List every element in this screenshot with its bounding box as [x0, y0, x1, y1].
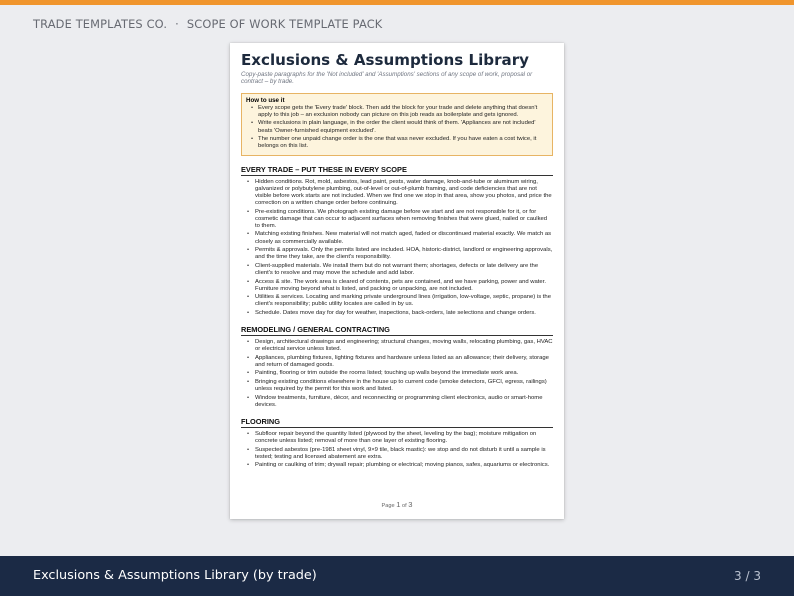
list-item [245, 209, 553, 230]
bullet-icon: • [247, 462, 250, 469]
footer-title: Exclusions & Assumptions Library (by trade) [33, 568, 317, 583]
list-item [245, 179, 553, 207]
slide-counter: 3 / 3 [734, 569, 761, 583]
bullet-icon: • [247, 247, 250, 254]
bullet-icon: • [251, 135, 254, 142]
document-page[interactable] [230, 43, 564, 519]
bullet-icon: • [247, 338, 250, 345]
bullet-icon: • [247, 309, 250, 316]
how-to-item-text: Write exclusions in plain language, in the order the client would think of them. 'Appliances are not included' beats 'Owner-furnished equipment excluded'. [258, 120, 536, 134]
page-label: Page [381, 503, 395, 509]
list-item [245, 447, 553, 461]
list-item [245, 355, 553, 369]
how-to-item-text: The number one unpaid change order is the one that was never excluded. If you have eaten a cost twice, it belongs on this list. [258, 135, 537, 149]
list-item-text: Schedule. Dates move day for day for weather, inspections, back-orders, late selections and change orders. [255, 309, 536, 316]
pack-name: SCOPE OF WORK TEMPLATE PACK [186, 16, 383, 31]
page-total: 3 [408, 500, 413, 509]
section-list-every-trade [245, 179, 553, 317]
bullet-icon: • [247, 378, 250, 385]
brand-name: TRADE TEMPLATES CO. [33, 16, 168, 31]
document-subtitle: Copy-paste paragraphs for the 'Not included' and 'Assumptions' sections of any scope of work, proposal or contract – by trade. [241, 71, 533, 86]
how-to-box [241, 93, 553, 156]
list-item [245, 294, 553, 308]
section-list-remodeling [245, 339, 553, 409]
list-item-text: Hidden conditions. Rot, mold, asbestos, lead paint, pests, water damage, knob-and-tube or aluminum wiring, galvanized or polybutylene plumbing, out-of-level or out-of-plumb framing, and code deficiencies that are not visible before work starts are not included. When we find one we stop in that area, show you photos, and price the correction on a written change order before continuing. [255, 178, 552, 207]
list-item [245, 263, 553, 277]
list-item-text: Suspected asbestos (pre-1981 sheet vinyl, 9×9 tile, black mastic): we stop and do not disturb it until a sample is tested; testing and licensed abatement are extra. [255, 446, 546, 460]
page-current: 1 [396, 500, 401, 509]
how-to-item [251, 136, 548, 150]
list-item-text: Matching existing finishes. New material will not match aged, faded or discontinued material exactly. We match as closely as commercially available. [255, 231, 552, 245]
header-separator: · [175, 16, 179, 31]
section-heading-every-trade: EVERY TRADE – PUT THESE IN EVERY SCOPE [241, 165, 553, 176]
list-item [245, 247, 553, 261]
list-item [245, 279, 553, 293]
bullet-icon: • [247, 430, 250, 437]
section-list-flooring [245, 431, 553, 469]
how-to-list [251, 105, 548, 150]
bullet-icon: • [247, 178, 250, 185]
list-item-text: Window treatments, furniture, décor, and reconnecting or programming client electronics, audio or smart-home devices. [255, 394, 543, 408]
bullet-icon: • [247, 370, 250, 377]
bullet-icon: • [247, 394, 250, 401]
bullet-icon: • [247, 208, 250, 215]
bullet-icon: • [251, 105, 254, 112]
top-bar [0, 5, 794, 42]
bullet-icon: • [247, 354, 250, 361]
list-item-text: Painting, flooring or trim outside the rooms listed; touching up walls beyond the immediate work area. [255, 370, 519, 377]
page-of: of [401, 503, 407, 509]
document-title: Exclusions & Assumptions Library [241, 51, 530, 69]
how-to-item-text: Every scope gets the 'Every trade' block. Then add the block for your trade and delete anything that doesn't apply to this job – an exclusion nobody can picture on this job reads as boilerplate and gets ignored. [258, 105, 538, 119]
section-heading-remodeling: REMODELING / GENERAL CONTRACTING [241, 325, 553, 336]
page-number [230, 501, 564, 510]
list-item [245, 370, 553, 377]
list-item-text: Subfloor repair beyond the quantity listed (plywood by the sheet, leveling by the bag); moisture mitigation on concrete unless listed; removal of more than one layer of existing flooring. [255, 430, 537, 444]
list-item [245, 339, 553, 353]
footer-bar [0, 556, 794, 596]
how-to-title: How to use it [246, 96, 285, 104]
list-item-text: Appliances, plumbing fixtures, lighting fixtures and hardware unless listed as an allowance; their delivery, storage and return of damaged goods. [255, 354, 549, 368]
list-item [245, 231, 553, 245]
bullet-icon: • [247, 446, 250, 453]
list-item-text: Pre-existing conditions. We photograph existing damage before we start and are not responsible for it, or for cosmetic damage that can occur to adjacent surfaces when removing finishes that were glued, nailed or caulked to them. [255, 208, 548, 229]
list-item-text: Bringing existing conditions elsewhere in the house up to current code (smoke detectors, GFCI, egress, railings) unless required by the permit for this work and listed. [255, 378, 547, 393]
list-item-text: Utilities & services. Locating and marking private underground lines (irrigation, low-voltage, septic, propane) is the client's responsibility; public utility locates are called in by us. [255, 294, 551, 308]
section-heading-flooring: FLOORING [241, 417, 553, 428]
list-item [245, 431, 553, 445]
how-to-item [251, 120, 548, 134]
bullet-icon: • [247, 262, 250, 269]
list-item-text: Client-supplied materials. We install them but do not warrant them; shortages, defects or late delivery are the client's to resolve and may move the schedule and add labor. [255, 262, 539, 276]
list-item-text: Access & site. The work area is cleared of contents, pets are contained, and we have parking, power and water. Furniture moving beyond what is listed, and packing or unpacking, are not included. [255, 278, 546, 292]
page-content [241, 51, 553, 471]
list-item [245, 462, 553, 469]
how-to-item [251, 105, 548, 119]
bullet-icon: • [251, 120, 254, 127]
list-item-text: Painting or caulking of trim; drywall repair; plumbing or electrical; moving pianos, safes, aquariums or electronics. [255, 462, 550, 469]
list-item [245, 379, 553, 393]
list-item [245, 310, 553, 317]
bullet-icon: • [247, 231, 250, 238]
bullet-icon: • [247, 294, 250, 301]
list-item-text: Permits & approvals. Only the permits listed are included. HOA, historic-district, landlord or engineering approvals, and the time they take, are the client's responsibility. [255, 247, 553, 261]
bullet-icon: • [247, 278, 250, 285]
list-item-text: Design, architectural drawings and engineering; structural changes, moving walls, relocating plumbing, gas, HVAC or electrical service unless listed. [255, 338, 553, 353]
list-item [245, 395, 553, 409]
